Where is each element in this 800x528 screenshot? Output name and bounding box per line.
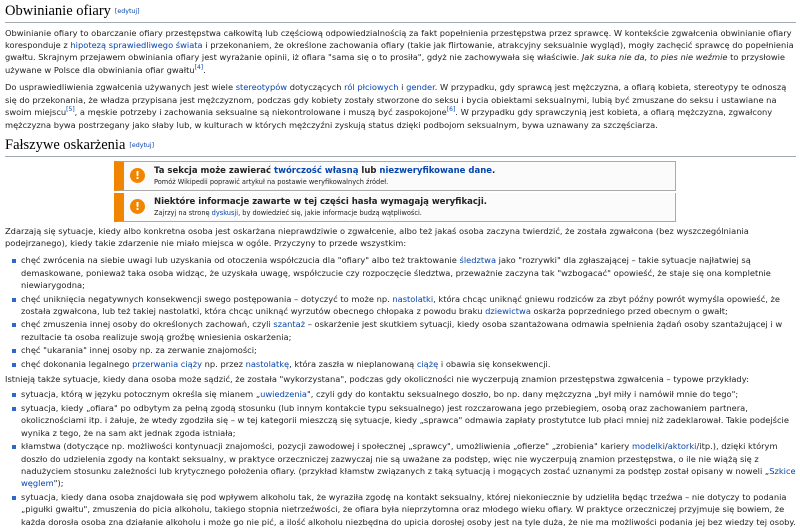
link-ciaze[interactable]: ciążę	[416, 358, 439, 369]
link-nastolatke[interactable]: nastolatkę	[245, 358, 290, 369]
notice-verification: ! Niektóre informacje zawarte w tej części hasła wymagają weryfikacji. Zajrzyj na stronę dyskusji, by dowiedzieć się, jakie informacje budzą wątpliwości.	[114, 193, 676, 222]
link-gender[interactable]: gender	[406, 82, 435, 93]
list-item: chęć zwrócenia na siebie uwagi lub uzyskania od otoczenia współczucia dla "ofiary" albo też traktowanie śledztwa jako "rozrywki" dla zgłaszającej – takie sytuacje najłatwiej są demaskowane, ponieważ taka osoba widząc, że uzyskała uwagę, współczucie czy rozpoczęcie śledztwa, przeważnie zaczyna tak "wzbogacać" opowieść, że staje się ona kompletnie niewiarygodna;	[21, 254, 796, 291]
list-item: sytuacja, kiedy dana osoba znajdowała się pod wpływem alkoholu tak, że wyraziła zgodę na kontakt seksualny, której niekoniecznie by udzieliła będąc trzeźwa – nie dotyczy to podania „pigułki gwałtu", zmuszenia do picia alkoholu, takiego stopnia nietrzeźwości, że ofiara była nieprzytomna oraz młodego wieku ofiary. W praktyce orzeczniczej przyjmuje się bowiem, że każda dorosła osoba zna działanie alkoholu i może go nie pić, a ilość alkoholu niezbędna do upicia dorosłej osoby jest na tyle duża, że nie ma możliwości podania jej bez wiedzy tej osoby.	[21, 491, 796, 527]
link-nastolatki[interactable]: nastolatki	[392, 293, 434, 304]
link-hipoteza[interactable]: hipotezą sprawiedliwego świata	[70, 40, 203, 51]
reference-5[interactable]: [5]	[66, 106, 75, 114]
section-heading-falszywe: Fałszywe oskarżenia [edytuj]	[5, 136, 796, 157]
paragraph: Do usprawiedliwienia zgwałcenia używanych jest wiele stereotypów dotyczących ról płciowych i gender. W przypadku, gdy sprawcą jest mężczyzna, a ofiarą kobieta, stereotypy te odnoszą się do przekonania, że władza przypisana jest mężczyznom, podczas gdy kobiety zostały stworzone do seksu i bycia obiektami seksualnymi, lubią być zmuszane do seksu i ustawiane na swoim miejscu[5], a męskie potrzeby i zachowania seksualne są niekontrolowane i muszą być zaspokojone[6]. W przypadku gdy sprawczynią jest kobieta, a ofiarą mężczyzna, zgwałcony mężczyzna bywa postrzegany jako słaby lub, w kulturach w których mężczyźni zyskują status dzięki podbojom seksualnym, bywa uznawany za szczęściarza.	[5, 82, 787, 130]
link-aktorki[interactable]: aktorki	[667, 441, 697, 452]
notice-original-research: ! Ta sekcja może zawierać twórczość własną lub niezweryfikowane dane. Pomóż Wikipedii poprawić artykuł na postawie weryfikowalnych źródeł.	[114, 161, 676, 191]
link-tworczosc-wlasna[interactable]: twórczość własną	[274, 165, 359, 176]
link-rol-plciowych[interactable]: ról płciowych	[344, 82, 399, 93]
section-heading-obwinianie: Obwinianie ofiary [edytuj]	[5, 2, 796, 23]
paragraph: Istnieją także sytuacje, kiedy dana osoba może sądzić, że została "wykorzystana", podczas gdy okoliczności nie wyczerpują znamion przestępstwa zgwałcenia – typowe przykłady:	[5, 374, 749, 385]
paragraph: Obwinianie ofiary to obarczanie ofiary przestępstwa całkowitą lub częściową odpowiedzialnością za fakt popełnienia przestępstwa przez sprawcę. W kontekście zgwałcenia obwinianie ofiary koresponduje z hipotezą sprawiedliwego świata i przekonaniem, że określone zachowania ofiary (takie jak flirtowanie, atrakcyjny seksualnie wygląd), mogły zachęcić sprawcę do popełnienia gwałtu. Skrajnym przejawem obwiniania ofiary jest wyrażanie opinii, iż ofiara "sama się o to prosiła", gdyż nie zachowywała się właściwie. Jak suka nie da, to pies nie weźmie to przysłowie używane w Polsce dla obwiniania ofiar gwałtu[4].	[5, 27, 794, 75]
link-sledztwa[interactable]: śledztwa	[459, 255, 497, 266]
link-szantaz[interactable]: szantaż	[273, 319, 306, 330]
reference-6[interactable]: [6]	[446, 106, 456, 114]
edit-section-link[interactable]: [edytuj]	[129, 141, 155, 149]
list-item: chęć "ukarania" innej osoby np. za zerwanie znajomości;	[21, 344, 796, 356]
reference-4[interactable]: [4]	[194, 64, 204, 72]
link-modelki[interactable]: modelki	[631, 441, 665, 452]
link-przerwania-ciazy[interactable]: przerwania ciąży	[132, 358, 203, 369]
link-niezweryfikowane-dane[interactable]: niezweryfikowane dane	[379, 165, 493, 176]
paragraph: Zdarzają się sytuacje, kiedy albo konkretna osoba jest oskarżana nieprawdziwie o zgwałcenie, albo też jakaś osoba zaczyna twierdzić, że została zgwałcona (bez wyszczególniania podejrzanego), kiedy takie zdarzenie nie miało miejsca w ogóle. Przyczyny to przede wszystkim:	[5, 225, 749, 248]
list-item: sytuacja, kiedy „ofiara" po odbytym za pełną zgodą stosunku (lub innym kontakcie typu seksualnego) jest rozczarowana jego przebiegiem, osobą oraz zachowaniem partnera, okolicznościami itp. i żałuje, że wtedy zgodziła się – w tej kategorii mieszczą się sytuacje, kiedy „sprawca" odmawia zapłaty prostytutce lub płaci mniej niż zadeklarował. Takie podejście wynika z tego, że na sam akt jednak zgoda istniała;	[21, 402, 796, 439]
list-item: chęć dokonania legalnego przerwania ciąży np. przez nastolatkę, która zaszła w nieplanowaną ciążę i obawia się konsekwencji.	[21, 358, 796, 370]
link-dyskusji[interactable]: dyskusji	[211, 208, 239, 217]
list-item: chęć zmuszenia innej osoby do określonych zachowań, czyli szantaż – oskarżenie jest skutkiem sytuacji, kiedy osoba szantażowana odmawia spełnienia żądań osoby szantażującej i w rezultacie ta osoba realizuje swoją groźbę wniesienia oskarżenia;	[21, 318, 796, 343]
list-item: kłamstwa (dotyczące np. możliwości kontynuacji znajomości, pozycji zawodowej i społecznej „sprawcy", umożliwienia „ofierze" „zrobienia" kariery modelki/aktorki/itp.), dzięki którym doszło do udzielenia zgody na kontakt seksualny, w praktyce orzeczniczej zazwyczaj nie są uważane za podstęp, więc nie wyczerpują znamion przestępstwa, o ile nie wiążą się z nadużyciem stosunku zależności lub krytycznego położenia ofiary. (przykład kłamstw związanych z taką sytuacją i mogących zostać uznanymi za podstęp został opisany w noweli „Szkice węglem");	[21, 441, 796, 489]
link-szkice-weglem[interactable]: Szkice węglem	[21, 465, 796, 489]
link-dziewictwa[interactable]: dziewictwa	[485, 306, 531, 317]
edit-section-link[interactable]: [edytuj]	[114, 7, 140, 15]
list-item: sytuacja, którą w języku potocznym określa się mianem „uwiedzenia", czyli gdy do kontaktu seksualnego doszło, bo np. dany mężczyzna „był miły i namówił mnie do tego";	[21, 388, 796, 400]
examples-list	[5, 388, 796, 527]
link-uwiedzenia[interactable]: uwiedzenia	[260, 389, 307, 400]
warning-icon: !	[130, 199, 145, 214]
warning-icon: !	[130, 168, 145, 183]
reasons-list	[5, 254, 796, 370]
list-item: chęć uniknięcia negatywnych konsekwencji swego postępowania – dotyczyć to może np. nastolatki, która chcąc uniknąć gniewu rodziców za zbyt późny powrót wymyśla opowieść, że została zgwałcona, lub też takiej nastolatki, która chcąc uniknąć wyrzutów obecnego chłopaka z powodu braku dziewictwa oskarża poprzedniego przed obecnym o gwałt;	[21, 293, 796, 318]
link-stereotypow[interactable]: stereotypów	[235, 82, 288, 93]
